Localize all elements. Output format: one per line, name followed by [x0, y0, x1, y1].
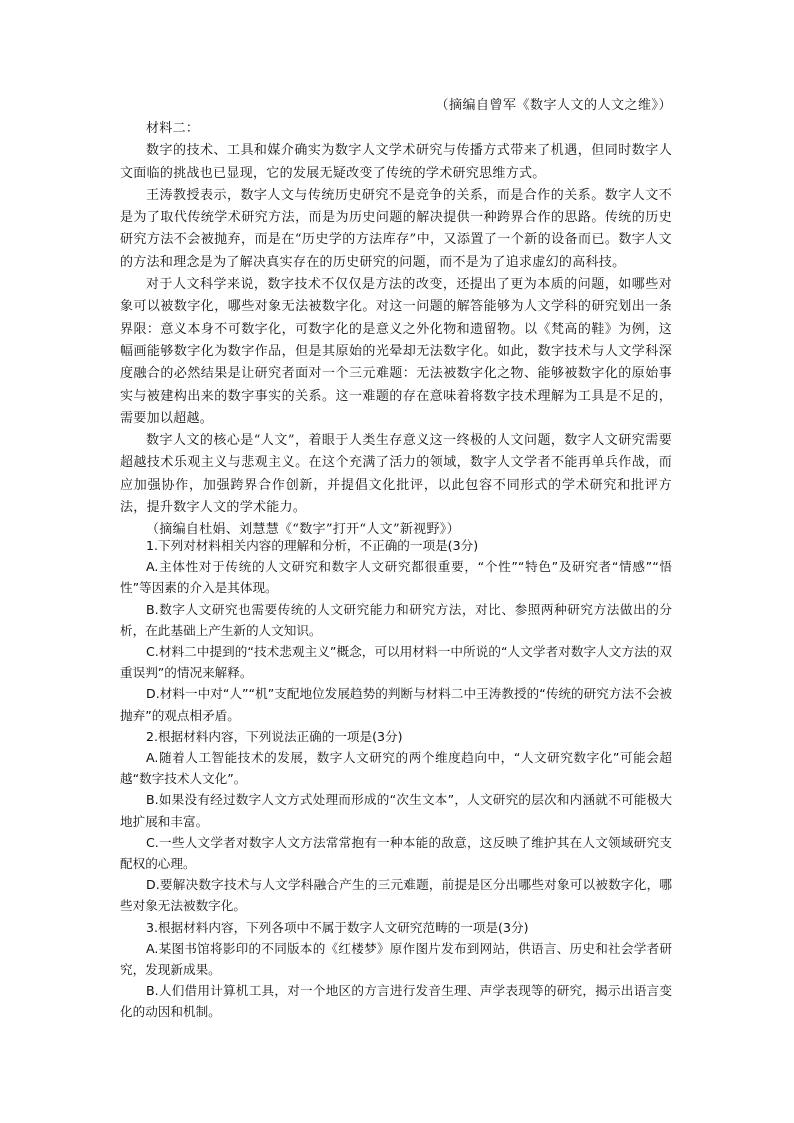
material2-paragraph: 数字人文的核心是“人文”，着眼于人类生存意义这一终极的人文问题，数字人文研究需要超越技术乐观主义与悲观主义。在这个充满了活力的领域，数字人文学者不能再单兵作战，而应加强协作，加强跨界合作创新，并提倡文化批评，以此包容不同形式的学术研究和批评方法，提升数字人文的学术能力。: [120, 433, 672, 516]
question-2-option-d: D.要解决数字技术与人文学科融合产生的三元难题，前提是区分出哪些对象可以被数字化，哪些对象无法被数字化。: [120, 877, 672, 914]
material2-paragraph: 数字的技术、工具和媒介确实为数字人文学术研究与传播方式带来了机遇，但同时数字人文面临的挑战也已显现，它的发展无疑改变了传统的学术研究思维方式。: [120, 143, 672, 181]
material2-source: （摘编自杜娟、刘慧慧《“数字”打开“人文”新视野》）: [146, 522, 460, 538]
question-1-option-b: B.数字人文研究也需要传统的人文研究能力和研究方法，对比、参照两种研究方法做出的分析，在此基础上产生新的人文知识。: [120, 601, 672, 638]
material2-label: 材料二：: [146, 121, 200, 136]
question-2-option-b: B.如果没有经过数字人文方式处理而形成的“次生文本”，人文研究的层次和内涵就不可能极大地扩展和丰富。: [120, 792, 672, 829]
material2-section: [120, 118, 672, 542]
material1-source: （摘编自曾军《数字人文的人文之维》）: [435, 98, 672, 113]
question-1-option-d: D.材料一中对“人”“机”支配地位发展趋势的判断与材料二中王涛教授的“传统的研究方法不会被抛弃”的观点相矛盾。: [120, 686, 672, 723]
question-1-stem: 1.下列对材料相关内容的理解和分析，不正确的一项是(3分): [146, 538, 479, 553]
questions-section: [120, 535, 672, 1023]
question-3-option-b: B.人们借用计算机工具，对一个地区的方言进行发音生理、声学表现等的研究，揭示出语言变化的动因和机制。: [120, 983, 672, 1020]
question-3-option-a: A.某图书馆将影印的不同版本的《红楼梦》原作图片发布到网站，供语言、历史和社会学者研究，发现新成果。: [120, 940, 672, 978]
material2-paragraph: 王涛教授表示，数字人文与传统历史研究不是竞争的关系，而是合作的关系。数字人文不是为了取代传统学术研究方法，而是为历史问题的解决提供一种跨界合作的思路。传统的历史研究方法不会被抛弃，而是在“历史学的方法库存”中，又添置了一个新的设备而已。数字人文的方法和理念是为了解决真实存在的历史研究的问题，而不是为了追求虚幻的高科技。: [120, 187, 672, 270]
material2-paragraph: 对于人文科学来说，数字技术不仅仅是方法的改变，还提出了更为本质的问题，如哪些对象可以被数字化，哪些对象无法被数字化。对这一问题的解答能够为人文学科的研究划出一条界限：意义本身不可数字化，可数字化的是意义之外化物和遗留物。以《梵高的鞋》为例，这幅画能够数字化为数字作品，但是其原始的光晕却无法数字化。如此，数字技术与人文学科深度融合的必然结果是让研究者面对一个三元难题：无法被数字化之物、能够被数字化的原始事实与被建构出来的数字事实的关系。这一难题的存在意味着将数字技术理解为工具是不足的，需要加以超越。: [120, 277, 672, 426]
question-1-option-a: A.主体性对于传统的人文研究和数字人文研究都很重要，“个性”“特色”及研究者“情感”“悟性”等因素的介入是其体现。: [120, 559, 672, 596]
question-2-option-a: A.随着人工智能技术的发展，数字人文研究的两个维度趋向中，“人文研究数字化”可能会超越“数字技术人文化”。: [120, 750, 672, 787]
question-3-stem: 3.根据材料内容，下列各项中不属于数字人文研究范畴的一项是(3分): [146, 919, 529, 935]
question-1-option-c: C.材料二中提到的“技术悲观主义”概念，可以用材料一中所说的“人文学者对数字人文方法的双重误判”的情况来解释。: [120, 644, 672, 681]
question-2-stem: 2.根据材料内容，下列说法正确的一项是(3分): [146, 728, 403, 744]
question-2-option-c: C.一些人文学者对数字人文方法常常抱有一种本能的敌意，这反映了维护其在人文领域研究支配权的心理。: [120, 834, 672, 872]
